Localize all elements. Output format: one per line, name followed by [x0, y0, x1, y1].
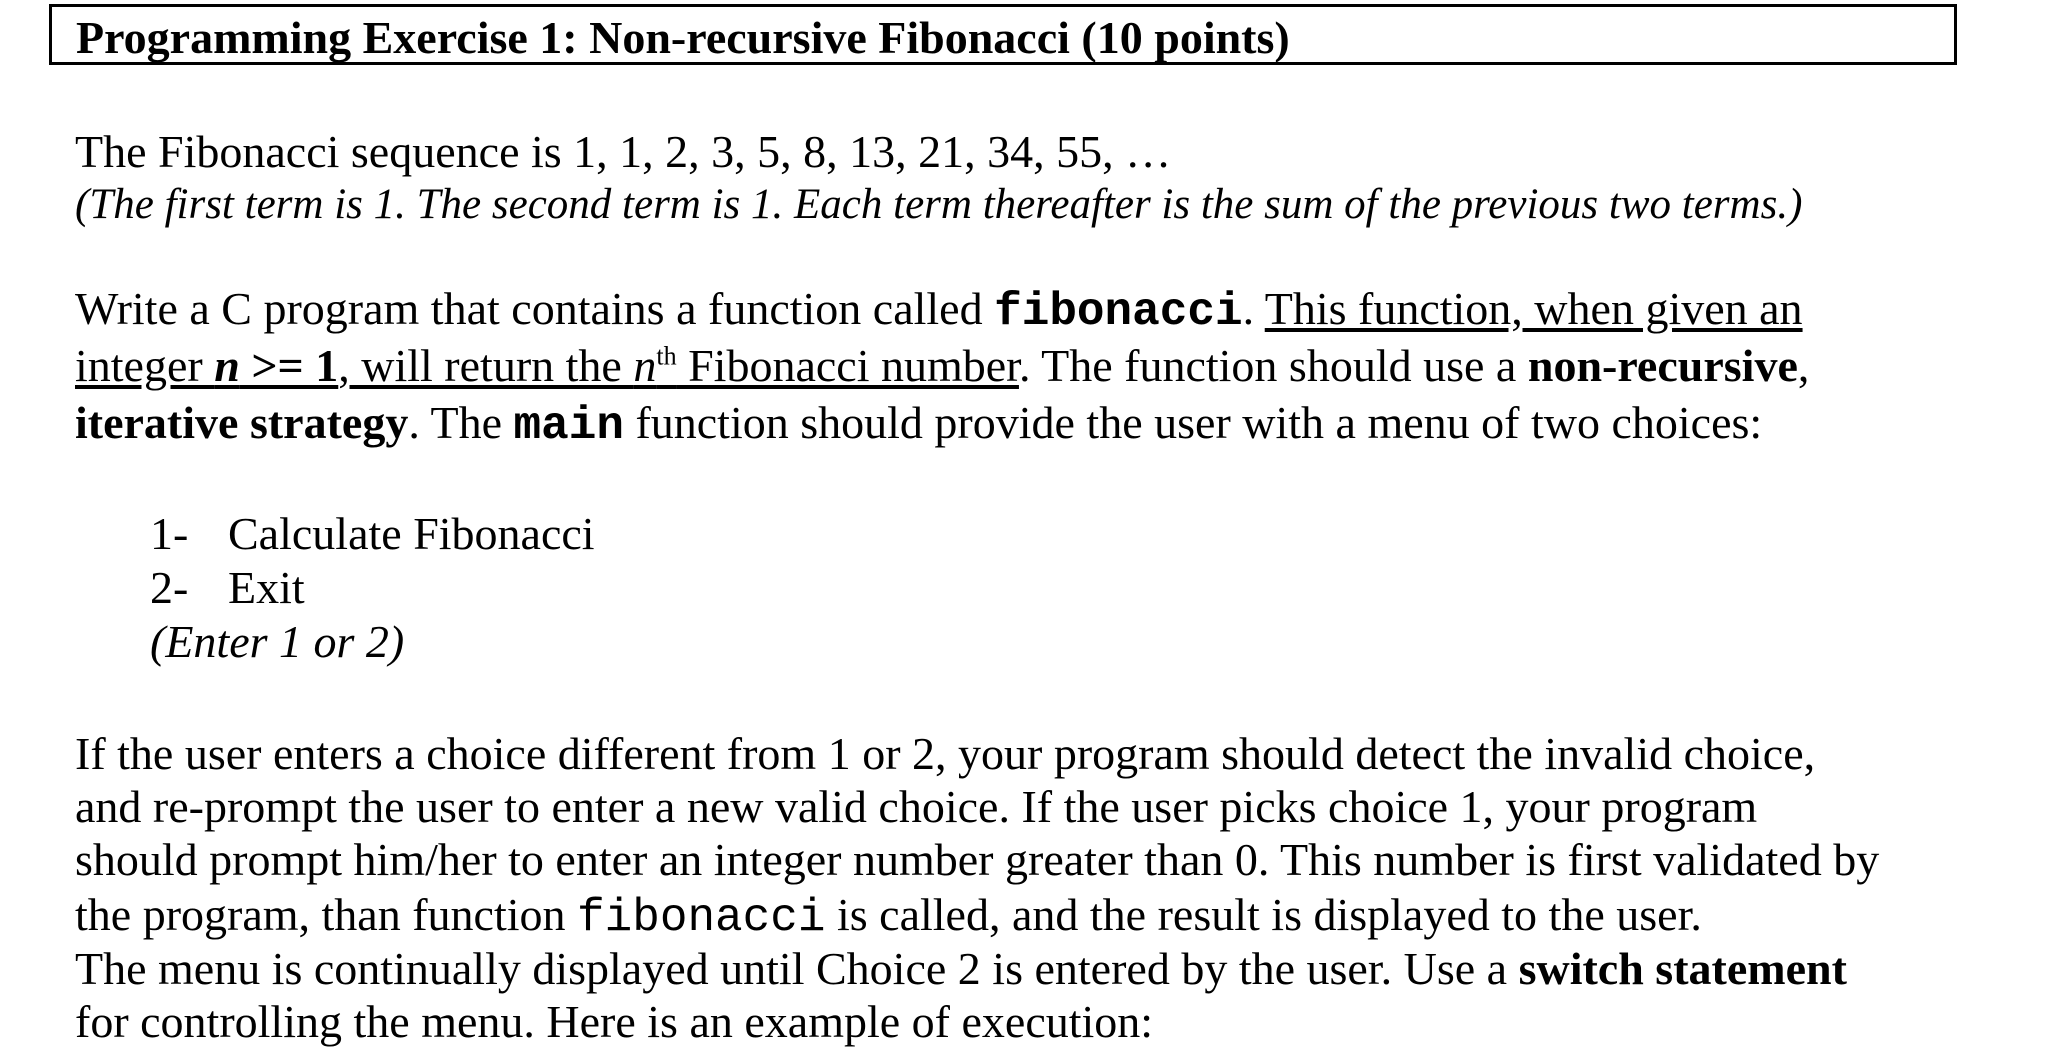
sequence-line: The Fibonacci sequence is 1, 1, 2, 3, 5, 8, 13, 21, 34, 55, …	[75, 126, 1172, 177]
task-line-1	[75, 283, 1803, 339]
task-text: ,	[1797, 340, 1810, 391]
condition-text: >= 1	[239, 340, 339, 391]
menu-item-label: Exit	[228, 562, 305, 613]
title-box	[49, 4, 1957, 65]
task-text: .	[1242, 283, 1265, 334]
task-line-3	[75, 397, 1762, 453]
menu-item-number: 1-	[150, 508, 189, 559]
underlined-text-part: Fibonacci number	[676, 340, 1019, 391]
task-line-2	[75, 340, 1809, 393]
para2-line-1: If the user enters a choice different from 1 or 2, your program should detect the invalid choice,	[75, 728, 1816, 779]
task-text: Write a C program that contains a function called	[75, 283, 995, 334]
page-title: Programming Exercise 1: Non-recursive Fibonacci (10 points)	[76, 12, 1290, 63]
underlined-text	[75, 340, 1019, 391]
bold-text: non-recursive	[1527, 340, 1798, 391]
para2-line-6: for controlling the menu. Here is an example of execution:	[75, 996, 1154, 1047]
underlined-text-part: , will return the	[338, 340, 634, 391]
para2-line-2: and re-prompt the user to enter a new valid choice. If the user picks choice 1, your program	[75, 781, 1758, 832]
underlined-text: This function, when given an	[1264, 283, 1803, 334]
para2-text: is called, and the result is displayed to the user.	[825, 889, 1702, 940]
menu-hint: (Enter 1 or 2)	[150, 616, 405, 667]
menu-item-1	[150, 508, 595, 561]
main-function-name: main	[513, 400, 624, 452]
para2-text: The menu is continually displayed until Choice 2 is entered by the user. Use a	[75, 943, 1519, 994]
function-name: fibonacci	[577, 892, 826, 944]
task-text: . The	[408, 397, 514, 448]
menu-item-2	[150, 562, 305, 615]
menu-item-number: 2-	[150, 562, 189, 613]
para2-line-3: should prompt him/her to enter an integer number greater than 0. This number is first validated by	[75, 834, 1880, 885]
nth-superscript: th	[656, 341, 677, 371]
para2-line-5	[75, 943, 1847, 996]
function-name: fibonacci	[994, 286, 1243, 338]
bold-text: iterative strategy	[75, 397, 409, 448]
underlined-text-part: integer	[75, 340, 215, 391]
sequence-note: (The first term is 1. The second term is 1. Each term thereafter is the sum of the previous two terms.)	[75, 181, 1803, 228]
task-text: . The function should use a	[1018, 340, 1528, 391]
nth-variable: n	[633, 340, 657, 391]
n-variable: n	[214, 340, 240, 391]
task-text: function should provide the user with a menu of two choices:	[623, 397, 1763, 448]
menu-item-label: Calculate Fibonacci	[228, 508, 595, 559]
para2-line-4	[75, 889, 1702, 945]
bold-text: switch statement	[1518, 943, 1847, 994]
para2-text: the program, than function	[75, 889, 578, 940]
